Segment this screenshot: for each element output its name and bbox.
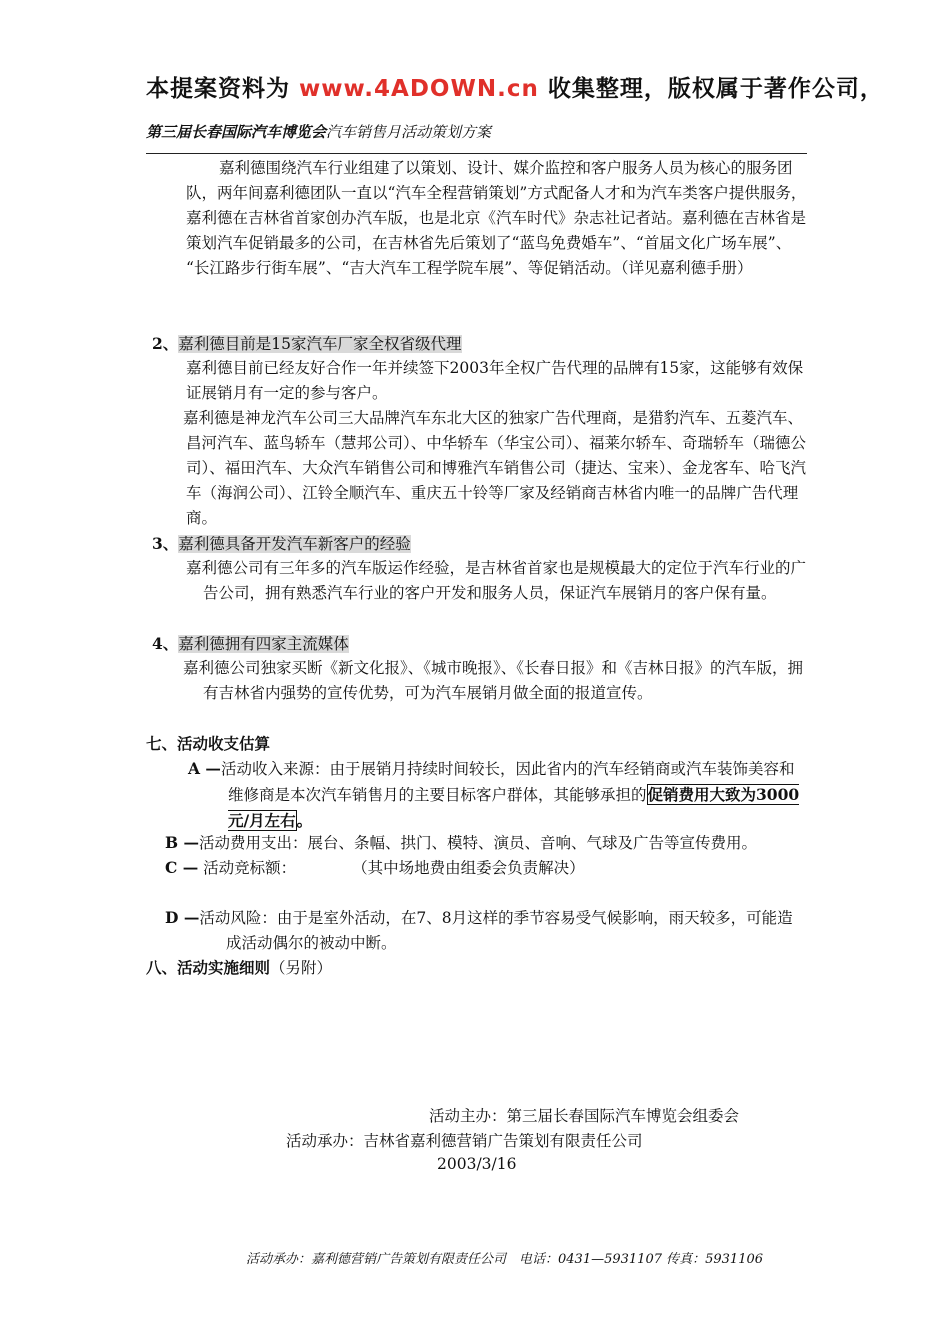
section-7-item-d bbox=[165, 905, 808, 956]
header-title-bold: 第三届长春国际汽车博览会 bbox=[146, 123, 327, 141]
item-4-heading bbox=[152, 631, 349, 657]
document-header bbox=[146, 121, 491, 142]
item-a-text: 活动收入来源：由于展销月持续时间较长，因此省内的汽车经销商或汽车装饰美容和维修商是本次汽车销售月的主要目标客户群体，其能够承担的 bbox=[220, 760, 795, 804]
section-8-title bbox=[146, 955, 332, 981]
intro-paragraph: 嘉利德围绕汽车行业组建了以策划、设计、媒介监控和客户服务人员为核心的服务团队，两年间嘉利德团队一直以“汽车全程营销策划”方式配备人才和为汽车类客户提供服务，嘉利德在吉林省首家创办汽车版，也是北京《汽车时代》杂志社记者站。嘉利德在吉林省是策划汽车促销最多的公司，在吉林省先后策划了“蓝鸟免费婚车”、“首届文化广场车展”、 “长江路步行街车展”、“吉大汽车工程学院车展”、等促销活动。（详见嘉利德手册） bbox=[186, 159, 807, 277]
signature-host: 活动主办：第三届长春国际汽车博览会组委会 bbox=[429, 1107, 740, 1125]
item-d-label: D — bbox=[165, 908, 200, 927]
item-d-text: 活动风险：由于是室外活动，在7、8月这样的季节容易受气候影响，雨天较多，可能造成活动偶尔的被动中断。 bbox=[199, 909, 793, 952]
item-4-paragraph: 嘉利德公司独家买断《新文化报》、《城市晚报》、《长春日报》和《吉林日报》的汽车版，拥有吉林省内强势的宣传优势，可为汽车展销月做全面的报道宣传。 bbox=[183, 659, 804, 702]
header-rule bbox=[146, 153, 807, 154]
item-a-label: A — bbox=[188, 759, 221, 778]
item-2-number: 2、 bbox=[152, 334, 179, 353]
item-3-number: 3、 bbox=[152, 534, 179, 553]
section-8-title-text: 八、活动实施细则 bbox=[146, 958, 271, 977]
banner bbox=[146, 70, 884, 103]
item-3-paragraph: 嘉利德公司有三年多的汽车版运作经验，是吉林省首家也是规模最大的定位于汽车行业的广告公司，拥有熟悉汽车行业的客户开发和服务人员，保证汽车展销月的客户保有量。 bbox=[186, 559, 807, 602]
item-b-text: 活动费用支出：展台、条幅、拱门、模特、演员、音响、气球及广告等宣传费用。 bbox=[199, 834, 758, 852]
item-b-label: B — bbox=[165, 833, 199, 852]
item-c-note: （其中场地费由组委会负责解决） bbox=[352, 859, 585, 877]
item-2-paragraph-1: 嘉利德目前已经友好合作一年并续签下2003年全权广告代理的品牌有15家，这能够有效保证展销月有一定的参与客户。 bbox=[186, 359, 804, 402]
banner-suffix: 收集整理，版权属于著作公司， bbox=[547, 76, 884, 102]
item-2-title: 嘉利德目前是15家汽车厂家全权省级代理 bbox=[178, 335, 462, 353]
section-7-title: 七、活动收支估算 bbox=[146, 734, 271, 753]
item-3-title: 嘉利德具备开发汽车新客户的经验 bbox=[178, 535, 411, 553]
page-footer: 活动承办：嘉利德营销广告策划有限责任公司 电话：0431—5931107 传真：5931106 bbox=[246, 1252, 764, 1267]
section-8-note: （另附） bbox=[270, 959, 333, 977]
item-a-boxed-cost: 促销费用大致为3000元/月左右 bbox=[228, 785, 800, 830]
item-2-paragraph-2: 嘉利德是神龙汽车公司三大品牌汽车东北大区的独家广告代理商，是猎豹汽车、五菱汽车、昌河汽车、蓝鸟轿车（慧邦公司）、中华轿车（华宝公司）、福莱尔轿车、奇瑞轿车（瑞德公司）、福田汽车、大众汽车销售公司和博雅汽车销售公司（捷达、宝来）、金龙客车、哈飞汽车（海润公司）、江铃全顺汽车、重庆五十铃等厂家及经销商吉林省内唯一的品牌广告代理商。 bbox=[183, 409, 807, 527]
section-7-item-c bbox=[165, 855, 808, 881]
header-title-rest: 汽车销售月活动策划方案 bbox=[326, 123, 492, 141]
item-2-heading bbox=[152, 331, 462, 357]
banner-prefix: 本提案资料为 bbox=[146, 76, 290, 102]
item-4-title: 嘉利德拥有四家主流媒体 bbox=[178, 635, 349, 653]
item-3-heading bbox=[152, 531, 411, 557]
item-c-text: 活动竞标额： bbox=[198, 859, 297, 877]
banner-site-link[interactable]: www.4ADOWN.cn bbox=[299, 76, 539, 102]
signature-organizer: 活动承办：吉林省嘉利德营销广告策划有限责任公司 bbox=[286, 1132, 643, 1150]
section-7-item-a bbox=[188, 756, 808, 834]
signature-date: 2003/3/16 bbox=[437, 1155, 517, 1173]
item-4-number: 4、 bbox=[152, 634, 179, 653]
item-a-end: 。 bbox=[296, 811, 313, 830]
item-c-label: C — bbox=[165, 858, 199, 877]
section-7-item-b bbox=[165, 830, 808, 856]
